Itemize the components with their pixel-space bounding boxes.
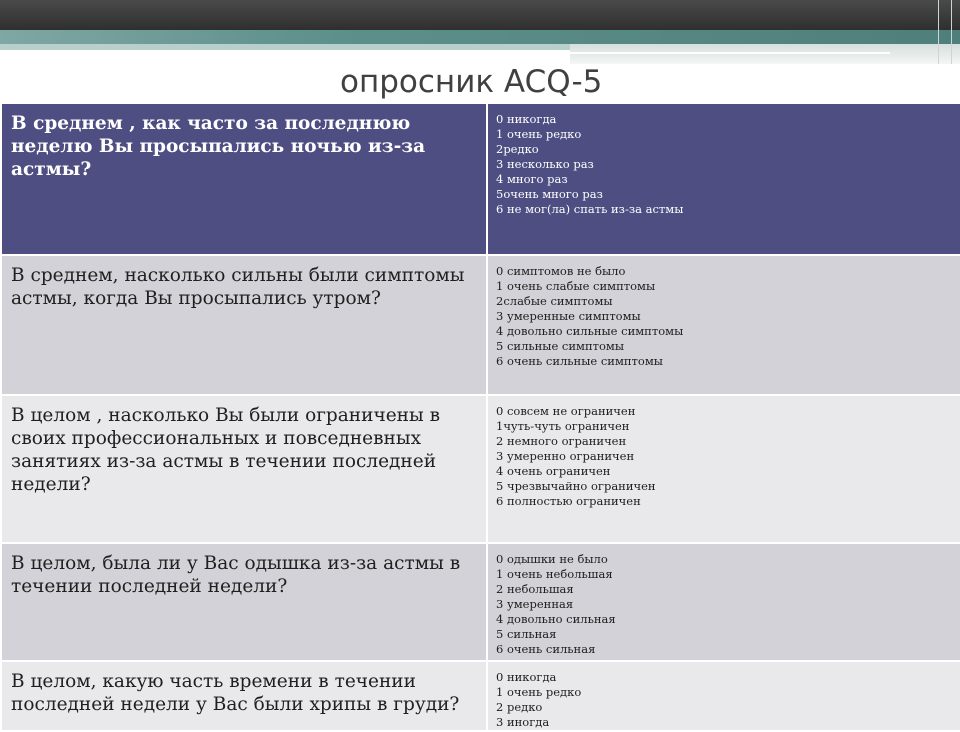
- answer-option: 4 много раз: [496, 172, 568, 186]
- answer-list: [488, 544, 960, 657]
- answer-option: 3 умеренная: [496, 597, 574, 611]
- table-row: [1, 255, 960, 395]
- answer-option: 2 небольшая: [496, 582, 574, 596]
- question-text: В целом, какую часть времени в течении последней недели у Вас были хрипы в груди?: [11, 671, 460, 715]
- answer-option: 0 никогда: [496, 112, 557, 126]
- question-cell: [1, 661, 487, 731]
- answer-option: 6 полностью ограничен: [496, 494, 641, 508]
- answer-option: 6 очень сильные симптомы: [496, 354, 663, 368]
- answer-option: 5 сильные симптомы: [496, 339, 625, 353]
- answers-cell: [487, 543, 960, 661]
- answers-cell: [487, 661, 960, 731]
- answers-cell: [487, 103, 960, 255]
- question-text: В среднем, насколько сильны были симптомы астмы, когда Вы просыпались утром?: [11, 265, 465, 309]
- answer-option: 6 очень сильная: [496, 642, 596, 656]
- answer-option: 5 сильная: [496, 627, 557, 641]
- slide-title: опросник ACQ-5: [340, 64, 603, 100]
- answer-option: 2редко: [496, 142, 539, 156]
- answer-option: 2 редко: [496, 700, 543, 714]
- answer-option: 0 никогда: [496, 670, 557, 684]
- answer-option: 3 умеренно ограничен: [496, 449, 635, 463]
- question-text: В целом , насколько Вы были ограничены в своих профессиональных и повседневных занятиях из-за астмы в течении последней недели?: [11, 405, 440, 495]
- table-row: [1, 543, 960, 661]
- answer-option: 4 очень ограничен: [496, 464, 611, 478]
- answer-list: [488, 396, 960, 509]
- answer-option: 1 очень небольшая: [496, 567, 613, 581]
- questionnaire-table: [0, 102, 960, 732]
- answer-option: 1 очень слабые симптомы: [496, 279, 656, 293]
- answer-option: 2слабые симптомы: [496, 294, 613, 308]
- decorative-line: [570, 52, 890, 54]
- answers-cell: [487, 395, 960, 543]
- answer-option: 6 не мог(ла) спать из-за астмы: [496, 202, 684, 216]
- answers-cell: [487, 255, 960, 395]
- answer-option: 0 одышки не было: [496, 552, 608, 566]
- answer-option: 1 очень редко: [496, 685, 582, 699]
- table-row: [1, 661, 960, 731]
- answer-option: 4 довольно сильная: [496, 612, 616, 626]
- question-cell: [1, 255, 487, 395]
- decorative-stripe-right: [570, 44, 960, 64]
- top-decorative-bar: [0, 0, 960, 30]
- answer-option: 2 немного ограничен: [496, 434, 627, 448]
- decorative-vertical-lines: [938, 0, 952, 64]
- answer-option: 1 очень редко: [496, 127, 582, 141]
- table-row: [1, 103, 960, 255]
- answer-option: 3 иногда: [496, 715, 550, 729]
- answer-list: [488, 256, 960, 369]
- decorative-stripe: [0, 30, 960, 44]
- answer-option: 1чуть-чуть ограничен: [496, 419, 630, 433]
- answer-option: 3 умеренные симптомы: [496, 309, 641, 323]
- question-cell: [1, 395, 487, 543]
- answer-option: 5 чрезвычайно ограничен: [496, 479, 656, 493]
- question-text: В целом, была ли у Вас одышка из-за астмы в течении последней недели?: [11, 553, 461, 597]
- question-text: В среднем , как часто за последнюю неделю Вы просыпались ночью из-за астмы?: [11, 113, 426, 180]
- answer-option: 4 довольно сильные симптомы: [496, 324, 684, 338]
- table-row: [1, 395, 960, 543]
- answer-option: 0 совсем не ограничен: [496, 404, 636, 418]
- answer-option: 0 симптомов не было: [496, 264, 626, 278]
- question-cell: [1, 543, 487, 661]
- answer-list: [488, 104, 960, 217]
- answer-option: 3 несколько раз: [496, 157, 594, 171]
- answer-option: 5очень много раз: [496, 187, 603, 201]
- question-cell: [1, 103, 487, 255]
